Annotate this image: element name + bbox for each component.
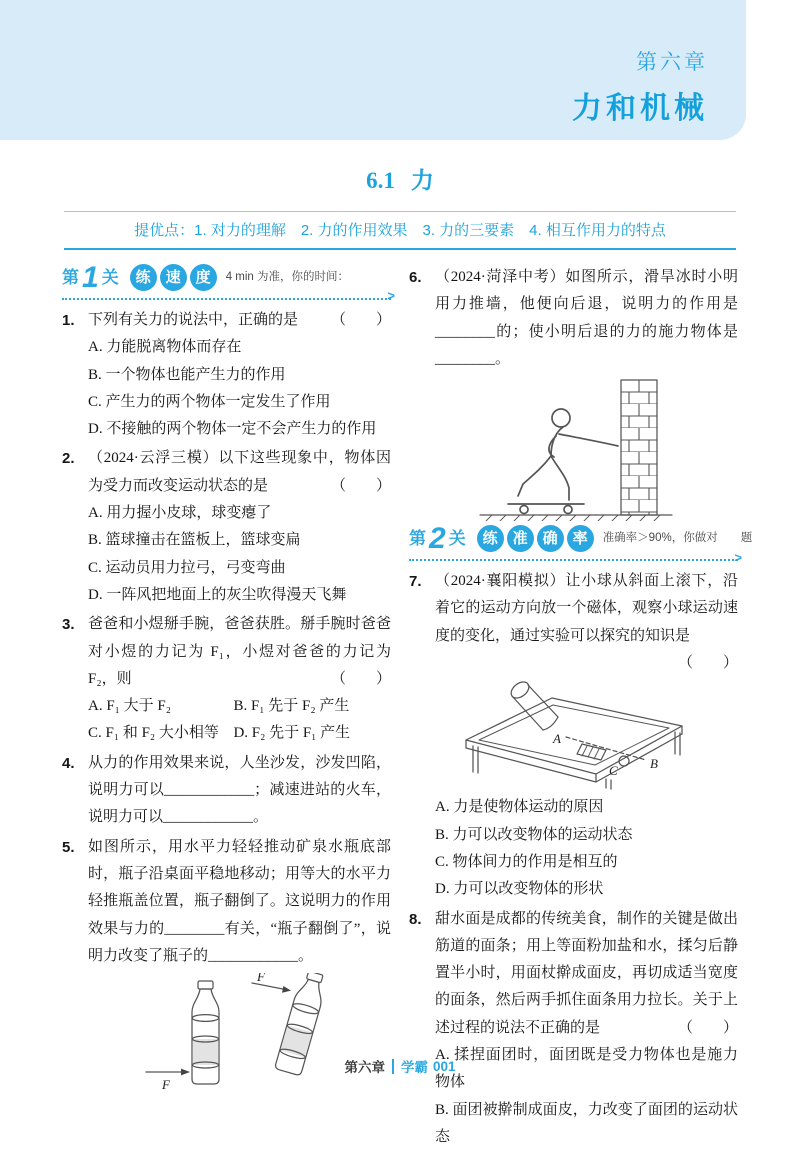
question-stem bbox=[62, 834, 391, 970]
badge-char: 度 bbox=[190, 264, 217, 291]
footer-chapter: 第六章 bbox=[344, 1060, 385, 1075]
option-d: D. 不接触的两个物体一定不会产生力的作用 bbox=[88, 421, 377, 438]
options-grid bbox=[62, 693, 391, 748]
option-c: C. F₁ 和 F₂ 大小相等 bbox=[88, 725, 219, 742]
pass1-number: 1 bbox=[82, 261, 99, 294]
stem-text: 如图所示，用水平力轻轻推动矿泉水瓶底部时，瓶子沿桌面平稳地移动；用等大的水平力轻推瓶盖位置，瓶子翻倒了。这说明力的作用效果与力的________有关，“瓶子翻倒了”，说明力改变了瓶子的____________。 bbox=[88, 838, 391, 964]
point-a-label: A bbox=[553, 731, 561, 747]
question-number: 3. bbox=[62, 616, 75, 634]
option-a: A. F₁ 大于 F₂ bbox=[88, 698, 171, 715]
answer-bracket: （ ） bbox=[677, 1019, 738, 1036]
question-4 bbox=[62, 750, 391, 832]
chapter-number: 第六章 bbox=[636, 51, 708, 74]
badge-char: 率 bbox=[567, 525, 594, 552]
option-d: D. 力可以改变物体的形状 bbox=[435, 881, 604, 898]
answer-bracket: （ ） bbox=[330, 477, 391, 494]
option-d: D. F₂ 先于 F₁ 产生 bbox=[233, 725, 351, 742]
question-3 bbox=[62, 611, 391, 747]
pass1-badges bbox=[127, 264, 217, 291]
badge-char: 练 bbox=[477, 525, 504, 552]
question-number: 6. bbox=[409, 269, 422, 286]
incline-table-figure bbox=[409, 680, 738, 790]
pass2-number: 2 bbox=[429, 522, 446, 556]
badge-char: 确 bbox=[537, 525, 564, 552]
option-c: C. 运动员用力拉弓，弓变弯曲 bbox=[88, 559, 286, 576]
section-number: 6.1 bbox=[366, 168, 395, 193]
option-a: A. 用力握小皮球，球变瘪了 bbox=[88, 505, 272, 522]
option-a: A. 揉捏面团时，面团既是受力物体也是施力物体 bbox=[435, 1047, 738, 1091]
footer-brand: 学霸 bbox=[400, 1060, 428, 1075]
pass2-prefix: 第 bbox=[409, 529, 426, 549]
question-stem bbox=[62, 750, 391, 832]
bottles-figure bbox=[62, 973, 391, 1097]
skater-person bbox=[508, 409, 618, 514]
question-number: 8. bbox=[409, 910, 422, 928]
point-b-label: B bbox=[650, 756, 658, 772]
option-a: A. 力能脱离物体而存在 bbox=[88, 339, 242, 356]
option-b: B. 面团被擀制成面皮，力改变了面团的运动状态 bbox=[435, 1101, 738, 1145]
two-column-layout bbox=[0, 250, 800, 1153]
question-number: 2. bbox=[62, 450, 75, 468]
question-stem bbox=[62, 611, 391, 693]
badge-char: 练 bbox=[130, 264, 157, 291]
option-b: B. 力可以改变物体的运动状态 bbox=[435, 826, 633, 843]
pass1-header bbox=[62, 261, 395, 304]
question-stem bbox=[409, 264, 738, 373]
pass1-note: 4 min 为准，你的时间： bbox=[225, 271, 350, 284]
badge-char: 速 bbox=[160, 264, 187, 291]
question-stem bbox=[409, 568, 738, 677]
question-number: 7. bbox=[409, 573, 422, 591]
skater-wall-figure bbox=[409, 376, 738, 521]
question-2 bbox=[62, 445, 391, 609]
pass2-suffix: 关 bbox=[448, 529, 466, 549]
chapter-title: 力和机械 bbox=[572, 92, 708, 125]
key-points-strip: 提优点：1. 对力的理解 2. 力的作用效果 3. 力的三要素 4. 相互作用力的特点 bbox=[64, 211, 736, 250]
question-7 bbox=[409, 568, 738, 903]
question-1 bbox=[62, 307, 391, 443]
left-column bbox=[62, 261, 395, 1101]
pass2-note: 准确率＞90%，你做对 题 bbox=[602, 532, 753, 545]
section-title bbox=[0, 162, 800, 195]
question-6 bbox=[409, 264, 738, 521]
stem-text: 下列有关力的说法中，正确的是 bbox=[88, 312, 299, 328]
pass1-suffix: 关 bbox=[101, 268, 119, 287]
pass2-badges bbox=[474, 525, 594, 552]
pass2-header bbox=[409, 522, 753, 565]
answer-bracket: （ ） bbox=[677, 655, 738, 672]
badge-char: 准 bbox=[507, 525, 534, 552]
stem-text: （2024·云浮三模）以下这些现象中，物体因为受力而改变运动状态的是 bbox=[88, 450, 391, 494]
chapter-banner bbox=[0, 0, 746, 140]
question-stem bbox=[62, 445, 391, 500]
section-name: 力 bbox=[410, 168, 434, 193]
stem-text: （2024·襄阳模拟）让小球从斜面上滚下，沿着它的运动方向放一个磁体，观察小球运动速度的变化，通过实验可以探究的知识是 bbox=[435, 573, 738, 644]
option-b: B. 一个物体也能产生力的作用 bbox=[88, 366, 286, 383]
stem-text: 甜水面是成都的传统美食，制作的关键是做出筋道的面条；用上等面粉加盐和水，揉匀后静置半小时，用面杖擀成面皮，再切成适当宽度的面条，然后两手抓住面条用力拉长。关于上述过程的说法不正确的是 bbox=[435, 910, 738, 1036]
option-a: A. 力是使物体运动的原因 bbox=[435, 799, 604, 816]
question-number: 1. bbox=[62, 312, 75, 329]
answer-bracket: （ ） bbox=[330, 670, 391, 687]
magnet bbox=[577, 744, 606, 760]
force-label-right: F bbox=[257, 973, 265, 985]
question-number: 4. bbox=[62, 754, 75, 772]
right-column bbox=[409, 264, 753, 1153]
option-c: C. 产生力的两个物体一定发生了作用 bbox=[88, 393, 331, 410]
stem-text: 爸爸和小煜掰手腕，爸爸获胜。掰手腕时爸爸对小煜的力记为 F₁，小煜对爸爸的力记为 F₂，则 bbox=[88, 616, 391, 687]
footer-divider bbox=[392, 1059, 394, 1074]
dotted-arrow-icon: > bbox=[387, 288, 395, 304]
option-b: B. 篮球撞击在篮板上，篮球变扁 bbox=[88, 532, 301, 549]
option-d: D. 一阵风把地面上的灰尘吹得漫天飞舞 bbox=[88, 586, 347, 603]
point-c-label: C bbox=[609, 763, 618, 779]
question-stem bbox=[409, 906, 738, 1042]
force-label-left: F bbox=[162, 1077, 170, 1093]
dotted-arrow-icon: > bbox=[734, 549, 742, 565]
stem-text: 从力的作用效果来说，人坐沙发，沙发凹陷，说明力可以____________；减速进站的火车，说明力可以____________。 bbox=[88, 754, 391, 826]
answer-bracket: （ ） bbox=[330, 312, 391, 328]
option-b: B. F₁ 先于 F₂ 产生 bbox=[233, 698, 350, 715]
question-stem bbox=[62, 307, 391, 334]
footer-page-number: 001 bbox=[432, 1058, 456, 1074]
question-8 bbox=[409, 906, 738, 1152]
pass1-prefix: 第 bbox=[62, 268, 79, 287]
page-footer bbox=[0, 1056, 800, 1076]
option-c: C. 物体间力的作用是相互的 bbox=[435, 853, 618, 870]
stem-text: （2024·菏泽中考）如图所示，滑旱冰时小明用力推墙，他便向后退，说明力的作用是________的；使小明后退的力的施力物体是________。 bbox=[435, 269, 738, 367]
question-number: 5. bbox=[62, 838, 75, 856]
